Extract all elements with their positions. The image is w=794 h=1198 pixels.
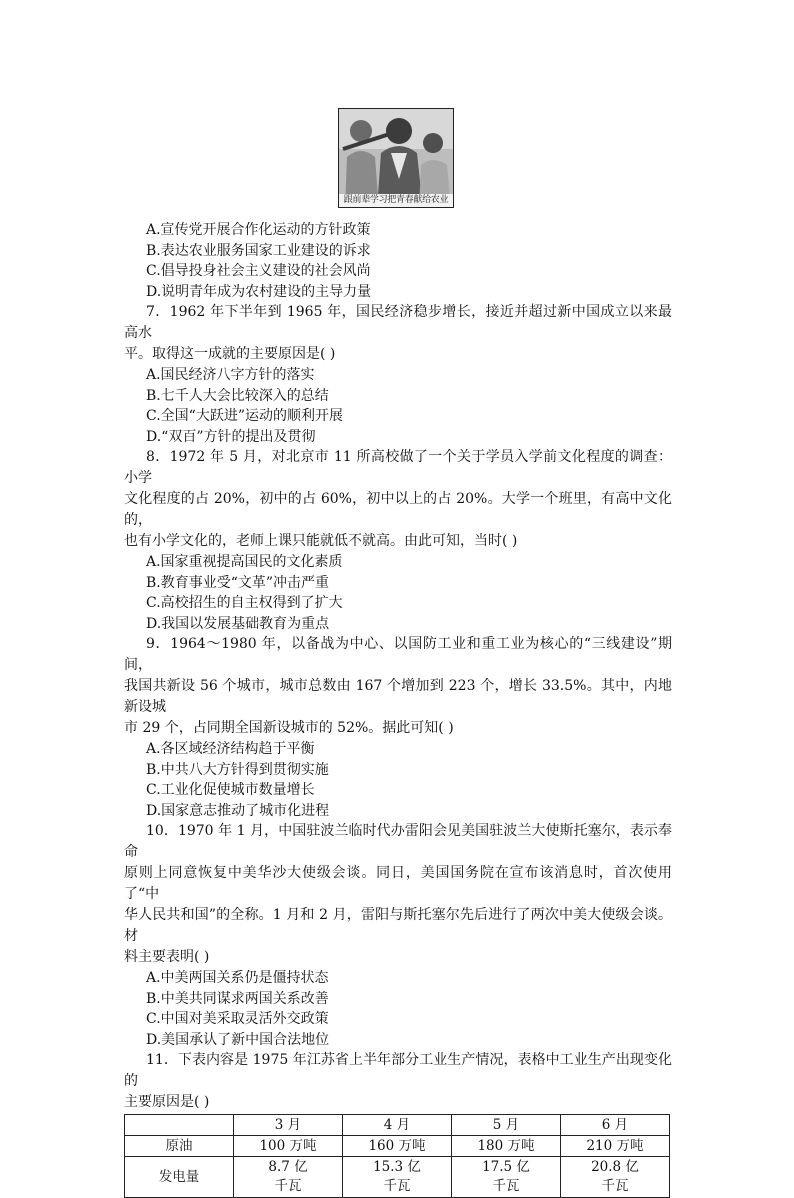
q9-option-d: D.国家意志推动了城市化进程 [146, 802, 330, 819]
table-cell: 100 万吨 [234, 1136, 343, 1157]
q11-stem-line-1: 11．下表内容是 1975 年江苏省上半年部分工业生产情况，表格中工业生产出现变化的 [124, 1052, 672, 1089]
q6-option-b: B.表达农业服务国家工业建设的诉求 [146, 242, 371, 259]
q6-option-c: C.倡导投身社会主义建设的社会风尚 [146, 263, 371, 279]
q11-stem-line-2: 主要原因是( ) [124, 1094, 210, 1110]
q7-stem-line-1: 7．1962 年下半年到 1965 年，国民经济稳步增长，接近并超过新中国成立以来最高水 [124, 304, 672, 341]
question-content [124, 220, 672, 1198]
q8-option-b: B.教育事业受“文革”冲击严重 [146, 574, 330, 591]
table-cell [452, 1157, 561, 1198]
cell-unit: 千瓦 [383, 1178, 411, 1194]
cell-value: 15.3 亿 [373, 1159, 421, 1175]
table-row [125, 1157, 670, 1198]
q7-stem-line-2: 平。取得这一成就的主要原因是( ) [124, 346, 336, 362]
table-header-row [125, 1115, 670, 1136]
question-8 [124, 447, 672, 634]
q7-option-a: A.国民经济八字方针的落实 [146, 367, 315, 383]
q8-stem-line-3: 也有小学文化的，老师上课只能就低不就高。由此可知，当时( ) [124, 533, 518, 549]
q8-option-a: A.国家重视提高国民的文化素质 [146, 554, 343, 570]
q7-option-d: D.“双百”方针的提出及贯彻 [146, 428, 316, 445]
q10-stem-line-2: 原则上同意恢复中美华沙大使级会谈。同日，美国国务院在宣布该消息时，首次使用了“中 [124, 865, 672, 902]
q9-option-b: B.中共八大方针得到贯彻实施 [146, 761, 329, 778]
q10-option-c: C.中国对美采取灵活外交政策 [146, 1011, 329, 1027]
q8-stem-line-1: 8．1972 年 5 月，对北京市 11 所高校做了一个关于学员入学前文化程度的调查：小学 [124, 449, 672, 486]
table-cell [561, 1157, 670, 1198]
cell-unit: 千瓦 [601, 1178, 629, 1194]
q10-option-d: D.美国承认了新中国合法地位 [146, 1031, 330, 1048]
table-cell [343, 1157, 452, 1198]
table-cell [234, 1157, 343, 1198]
cell-value: 20.8 亿 [591, 1159, 639, 1175]
row-label: 发电量 [125, 1157, 234, 1198]
question-9 [124, 634, 672, 821]
table-cell: 180 万吨 [452, 1136, 561, 1157]
q9-stem-line-1: 9．1964～1980 年，以备战为中心、以国防工业和重工业为核心的“三线建设”期间， [124, 636, 672, 673]
row-label: 原油 [125, 1136, 234, 1157]
q6-option-a: A.宣传党开展合作化运动的方针政策 [146, 222, 371, 238]
q10-stem-line-3: 华人民共和国”的全称。1 月和 2 月，雷阳与斯托塞尔先后进行了两次中美大使级会谈。材 [124, 907, 672, 944]
production-table [124, 1114, 670, 1198]
table-cell: 160 万吨 [343, 1136, 452, 1157]
cell-unit: 千瓦 [274, 1178, 302, 1194]
poster-caption: 跟前辈学习把青春献给农业 [339, 194, 453, 207]
q6-option-d: D.说明青年成为农村建设的主导力量 [146, 283, 372, 300]
q10-stem-line-1: 10．1970 年 1 月，中国驻波兰临时代办雷阳会见美国驻波兰大使斯托塞尔，表示奉命 [124, 823, 672, 860]
q9-option-c: C.工业化促使城市数量增长 [146, 782, 315, 798]
table-header-cell [125, 1115, 234, 1136]
table-header-cell: 4 月 [343, 1115, 452, 1136]
question-11 [124, 1050, 672, 1198]
q6-options [124, 220, 672, 302]
question-10 [124, 821, 672, 1050]
table-header-cell: 6 月 [561, 1115, 670, 1136]
q9-stem-line-3: 市 29 个，占同期全国新设城市的 52%。据此可知( ) [124, 720, 454, 736]
q7-option-b: B.七千人大会比较深入的总结 [146, 387, 329, 404]
q10-stem-line-4: 料主要表明( ) [124, 949, 210, 965]
q7-option-c: C.全国“大跃进”运动的顺利开展 [146, 408, 343, 424]
table-cell: 210 万吨 [561, 1136, 670, 1157]
q9-stem-line-2: 我国共新设 56 个城市，城市总数由 167 个增加到 223 个，增长 33.5%。其中，内地新设城 [124, 678, 672, 715]
q10-option-a: A.中美两国关系仍是僵持状态 [146, 970, 329, 986]
table-row [125, 1136, 670, 1157]
question-7 [124, 302, 672, 447]
cell-value: 17.5 亿 [482, 1159, 530, 1175]
cell-value: 8.7 亿 [268, 1159, 308, 1175]
q9-option-a: A.各区域经济结构趋于平衡 [146, 741, 315, 757]
q10-option-b: B.中美共同谋求两国关系改善 [146, 990, 329, 1007]
q8-option-c: C.高校招生的自主权得到了扩大 [146, 595, 343, 611]
q8-option-d: D.我国以发展基础教育为重点 [146, 615, 330, 632]
propaganda-poster [338, 108, 454, 208]
table-header-cell: 5 月 [452, 1115, 561, 1136]
table-header-cell: 3 月 [234, 1115, 343, 1136]
cell-unit: 千瓦 [492, 1178, 520, 1194]
q8-stem-line-2: 文化程度的占 20%，初中的占 60%，初中以上的占 20%。大学一个班里，有高中文化的， [124, 491, 672, 528]
